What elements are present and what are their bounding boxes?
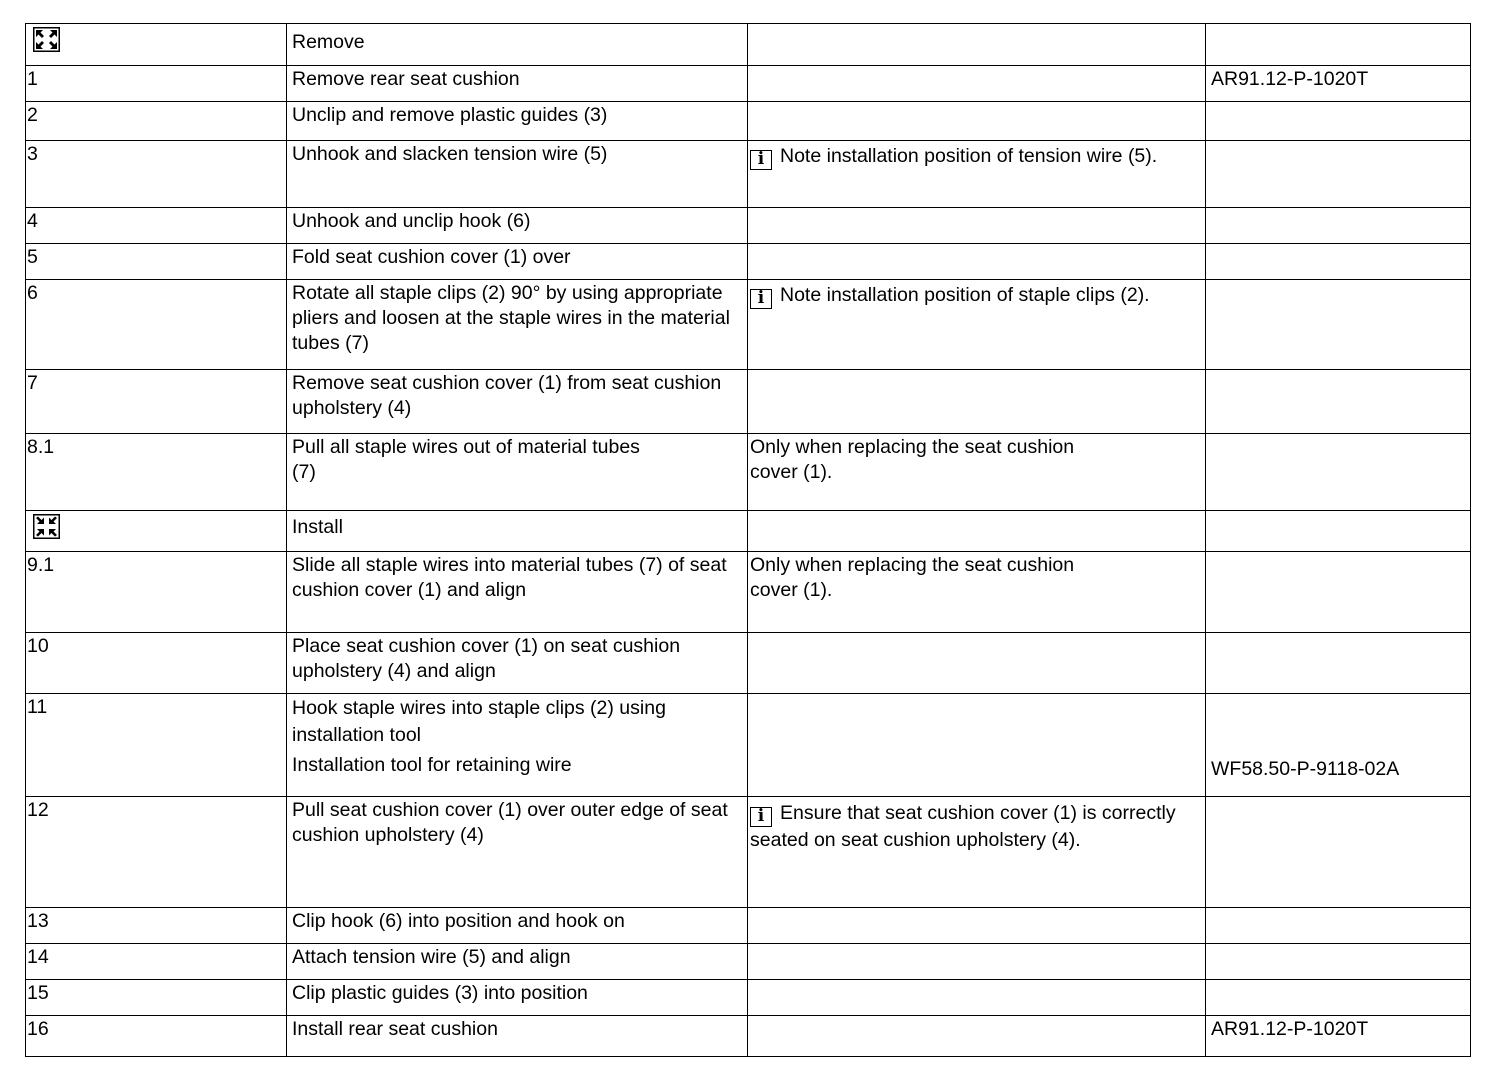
info-icon: i xyxy=(750,807,772,827)
step-number: 3 xyxy=(26,141,287,208)
note-text xyxy=(748,633,1206,694)
action-text: Slide all staple wires into material tubes (7) of seat cushion cover (1) and align xyxy=(287,552,748,633)
note-text: Note installation position of staple clips (2). xyxy=(780,284,1150,306)
note-cell xyxy=(748,797,1206,908)
reference-link xyxy=(1206,208,1471,244)
action-text: Fold seat cushion cover (1) over xyxy=(287,244,748,280)
table-row xyxy=(26,552,1471,633)
note-text xyxy=(748,370,1206,434)
action-text: Hook staple wires into staple clips (2) using installation tool xyxy=(292,697,666,746)
reference-link xyxy=(1206,280,1471,370)
step-number: 12 xyxy=(26,797,287,908)
action-text: Place seat cushion cover (1) on seat cushion upholstery (4) and align xyxy=(287,633,748,694)
reference-link xyxy=(1206,797,1471,908)
note-text: Only when replacing the seat cushion cover (1). xyxy=(748,552,1206,633)
note-text: Note installation position of tension wire (5). xyxy=(780,145,1158,167)
action-text: Pull all staple wires out of material tubes (7) xyxy=(287,434,748,511)
reference-link xyxy=(1206,908,1471,944)
step-number: 9.1 xyxy=(26,552,287,633)
action-text: Rotate all staple clips (2) 90° by using appropriate pliers and loosen at the staple wires in the material tubes (7) xyxy=(287,280,748,370)
action-cell xyxy=(287,694,748,797)
step-number: 6 xyxy=(26,280,287,370)
note-text: Only when replacing the seat cushion cover (1). xyxy=(748,434,1206,511)
note-cell xyxy=(748,280,1206,370)
section-row-remove xyxy=(26,24,1471,66)
action-text: Clip plastic guides (3) into position xyxy=(287,980,748,1016)
step-number: 2 xyxy=(26,102,287,141)
reference-link[interactable]: AR91.12-P-1020T xyxy=(1206,66,1471,102)
expand-arrows-icon xyxy=(33,27,60,52)
note-text xyxy=(748,244,1206,280)
note-text xyxy=(748,944,1206,980)
step-number: 7 xyxy=(26,370,287,434)
table-row xyxy=(26,633,1471,694)
action-text: Pull seat cushion cover (1) over outer edge of seat cushion upholstery (4) xyxy=(287,797,748,908)
action-text: Unhook and unclip hook (6) xyxy=(287,208,748,244)
reference-link xyxy=(1206,102,1471,141)
table-row xyxy=(26,908,1471,944)
reference-link xyxy=(1206,980,1471,1016)
action-text: Unhook and slacken tension wire (5) xyxy=(287,141,748,208)
table-row xyxy=(26,208,1471,244)
reference-link xyxy=(1206,633,1471,694)
table-row xyxy=(26,797,1471,908)
table-row xyxy=(26,1016,1471,1057)
action-text: Install rear seat cushion xyxy=(287,1016,748,1057)
table-row xyxy=(26,370,1471,434)
reference-link[interactable]: WF58.50-P-9118-02A xyxy=(1206,694,1471,797)
table-row xyxy=(26,280,1471,370)
table-row xyxy=(26,244,1471,280)
info-icon: i xyxy=(750,289,772,309)
section-label: Install xyxy=(287,511,748,552)
step-number: 13 xyxy=(26,908,287,944)
note-text xyxy=(748,102,1206,141)
note-text xyxy=(748,908,1206,944)
step-number: 15 xyxy=(26,980,287,1016)
note-text xyxy=(748,1016,1206,1057)
table-row xyxy=(26,980,1471,1016)
reference-link xyxy=(1206,944,1471,980)
action-text: Remove seat cushion cover (1) from seat cushion upholstery (4) xyxy=(287,370,748,434)
reference-link xyxy=(1206,141,1471,208)
procedure-table xyxy=(25,23,1471,1057)
table-row xyxy=(26,102,1471,141)
note-text xyxy=(748,208,1206,244)
reference-link xyxy=(1206,552,1471,633)
note-cell xyxy=(748,141,1206,208)
table-row xyxy=(26,141,1471,208)
table-row xyxy=(26,434,1471,511)
step-cell xyxy=(26,511,287,552)
step-number: 8.1 xyxy=(26,434,287,511)
procedure-sheet xyxy=(25,23,1470,1057)
table-row xyxy=(26,694,1471,797)
action-text: Unclip and remove plastic guides (3) xyxy=(287,102,748,141)
reference-link xyxy=(1206,244,1471,280)
collapse-arrows-icon xyxy=(33,514,60,539)
action-text: Attach tension wire (5) and align xyxy=(287,944,748,980)
step-number: 5 xyxy=(26,244,287,280)
action-text: Remove rear seat cushion xyxy=(287,66,748,102)
section-label: Remove xyxy=(287,24,748,66)
reference-link xyxy=(1206,434,1471,511)
section-row-install xyxy=(26,511,1471,552)
reference-link[interactable]: AR91.12-P-1020T xyxy=(1206,1016,1471,1057)
table-row xyxy=(26,66,1471,102)
table-row xyxy=(26,944,1471,980)
note-text: Ensure that seat cushion cover (1) is correctly seated on seat cushion upholstery (4). xyxy=(750,802,1176,851)
note-text xyxy=(748,980,1206,1016)
action-text: Clip hook (6) into position and hook on xyxy=(287,908,748,944)
step-number: 11 xyxy=(26,694,287,797)
step-number: 1 xyxy=(26,66,287,102)
step-number: 16 xyxy=(26,1016,287,1057)
tool-text: Installation tool for retaining wire xyxy=(292,754,572,776)
step-number: 4 xyxy=(26,208,287,244)
step-number: 10 xyxy=(26,633,287,694)
note-text xyxy=(748,66,1206,102)
reference-link xyxy=(1206,370,1471,434)
info-icon: i xyxy=(750,150,772,170)
note-text xyxy=(748,694,1206,797)
step-cell xyxy=(26,24,287,66)
step-number: 14 xyxy=(26,944,287,980)
